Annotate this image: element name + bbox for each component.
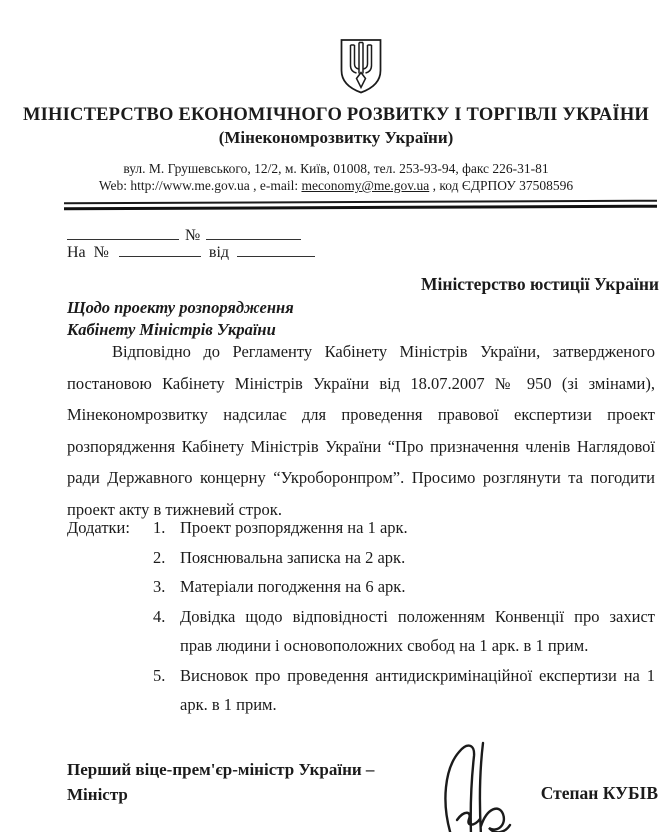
attachment-item <box>153 602 655 661</box>
ministry-name: МІНІСТЕРСТВО ЕКОНОМІЧНОГО РОЗВИТКУ І ТОРГІВЛІ УКРАЇНИ <box>22 105 650 125</box>
reference-line-incoming <box>67 243 315 260</box>
outgoing-number-blank[interactable] <box>206 226 301 240</box>
signer-position-line-1: Перший віце-прем'єр-міністр України – <box>67 760 375 779</box>
reference-line-outgoing <box>67 226 315 243</box>
incoming-number-blank[interactable] <box>119 243 201 257</box>
attachment-number: 5. <box>153 665 166 685</box>
incoming-date-blank[interactable] <box>237 243 315 257</box>
ukraine-trident-emblem <box>338 38 384 95</box>
subject-block <box>67 297 294 341</box>
attachment-text: Проект розпорядження на 1 арк. <box>180 518 408 537</box>
contact-line <box>0 178 672 194</box>
attachment-item <box>153 543 655 573</box>
trident-icon <box>338 38 384 95</box>
contact-suffix: , код ЄДРПОУ 37508596 <box>429 178 574 193</box>
na-number-label: На № <box>67 244 109 261</box>
ministry-short-name: (Мінекономрозвитку України) <box>218 128 454 147</box>
attachments-section <box>67 513 655 720</box>
attachment-item <box>153 513 655 543</box>
attachment-text: Пояснювальна записка на 2 арк. <box>180 547 406 567</box>
attachments-list <box>153 513 655 720</box>
subject-line-2: Кабінету Міністрів України <box>67 320 276 339</box>
signer-position <box>67 757 374 807</box>
reference-block <box>67 226 315 260</box>
attachment-number: 3. <box>153 577 166 596</box>
attachment-number: 1. <box>153 518 166 537</box>
outgoing-date-blank[interactable] <box>67 226 179 240</box>
subject-line-1: Щодо проекту розпорядження <box>67 298 294 317</box>
attachment-text: Висновок про проведення антидискримінаційної експертизи на 1 арк. в 1 прим. <box>180 665 655 714</box>
handwritten-signature-icon <box>437 740 532 832</box>
addressee: Міністерство юстиції України <box>420 274 659 294</box>
signer-name: Степан КУБІВ <box>540 783 658 803</box>
attachment-number: 2. <box>153 547 166 567</box>
email-link[interactable]: meconomy@me.gov.ua <box>301 178 430 193</box>
vid-label: від <box>208 244 230 261</box>
attachment-item <box>153 661 655 720</box>
signature-scribble <box>437 740 532 832</box>
address-line: вул. М. Грушевського, 12/2, м. Київ, 01008, тел. 253-93-94, факс 226-31-81 <box>123 161 549 176</box>
contact-prefix: Web: http://www.me.gov.ua , e-mail: <box>98 178 302 193</box>
attachments-label: Додатки: <box>67 518 130 537</box>
attachment-item <box>153 572 655 602</box>
letterhead-divider <box>64 200 657 211</box>
number-sign: № <box>185 227 201 244</box>
attachment-text: Довідка щодо відповідності положенням Конвенції про захист прав людини і основоположних свобод на 1 арк. в 1 прим. <box>180 606 655 655</box>
body-paragraph: Відповідно до Регламенту Кабінету Міністрів України, затвердженого постановою Кабінету Міністрів України від 18.07.2007 № 950 (зі змінами), Мінекономрозвитку надсилає для проведення правової експертизи проект розпорядження Кабінету Міністрів України “Про призначення членів Наглядової ради Державного концерну “Укроборонпром”. Просимо розглянути та погодити проект акту в тижневий строк. <box>67 342 655 519</box>
attachment-text: Матеріали погодження на 6 арк. <box>180 577 406 596</box>
attachment-number: 4. <box>153 606 166 626</box>
signer-position-line-2: Міністр <box>67 785 128 804</box>
